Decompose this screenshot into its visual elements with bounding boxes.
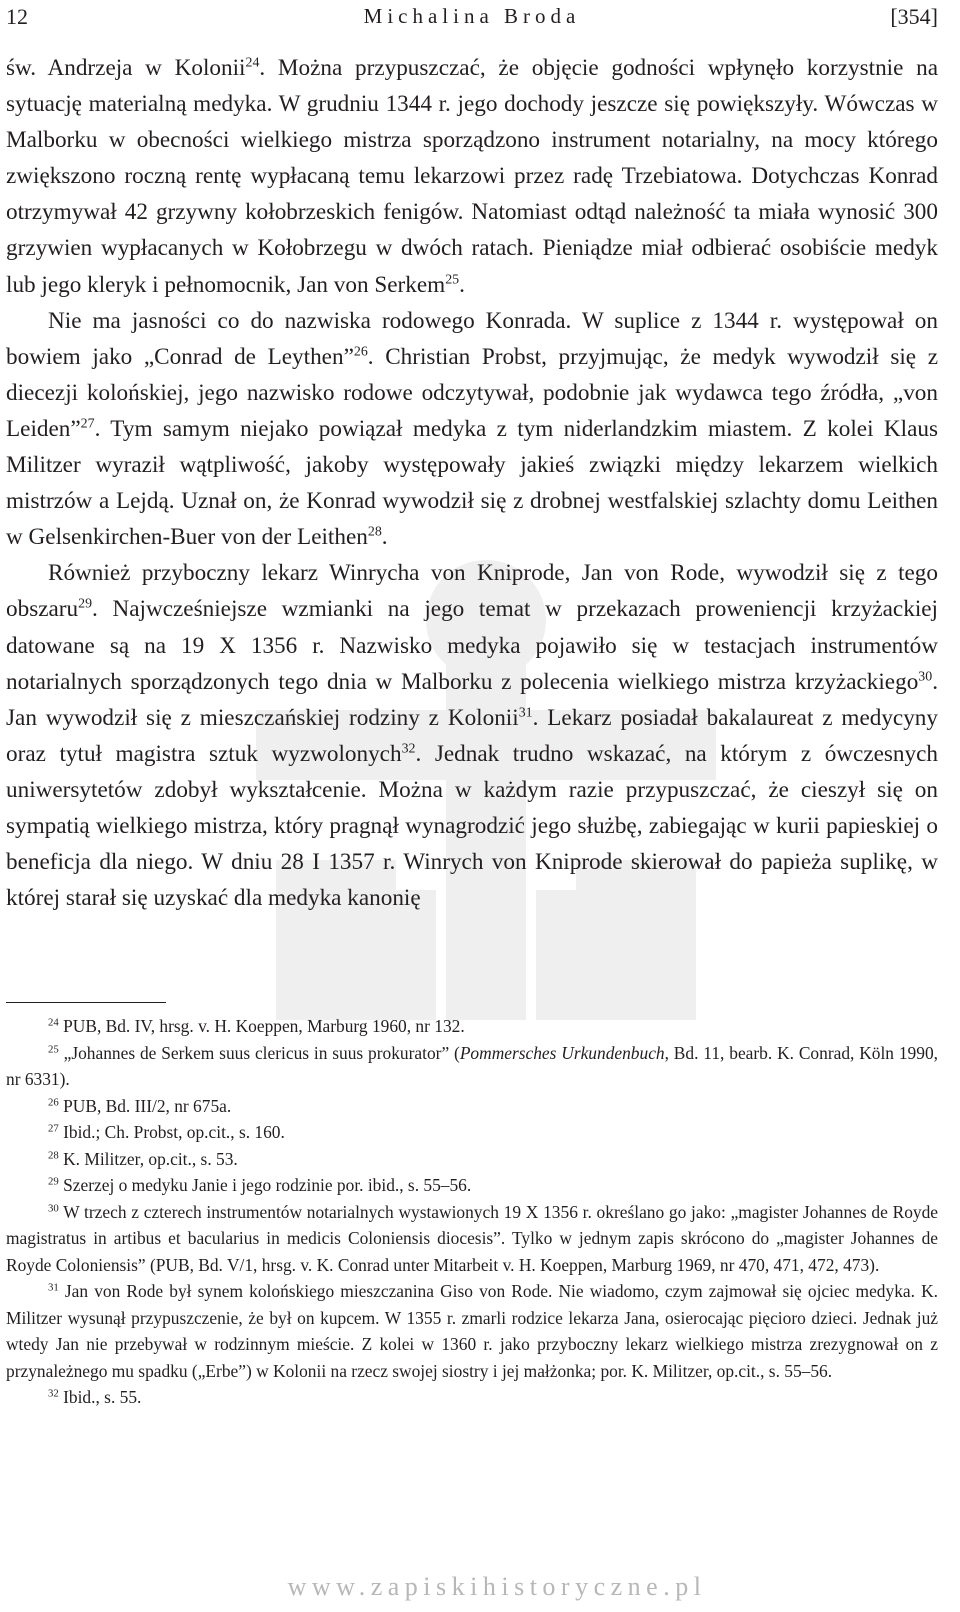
page-header	[6, 4, 938, 34]
footnote-ref-28: 28	[367, 524, 382, 540]
footnote-29: $^{29}$ Szerzej o medyku Janie i jego rodzinie por. ibid., s. 55–56.	[48, 1175, 472, 1195]
footnote-ref-26: 26	[353, 344, 368, 360]
footnote-32: $^{32}$ Ibid., s. 55.	[48, 1387, 142, 1407]
footnotes	[6, 1013, 938, 1411]
footnote-ref-29: 29	[78, 597, 93, 613]
paragraph-2: Nie ma jasności co do nazwiska rodowego Konrada. W suplice z 1344 r. występował on bowiem jako „Conrad de Leythen”$^{26}$. Christian Probst, przyjmując, że medyk wywodził się z diecezji kolońskiej, jego nazwisko rodowe odczytywał, podobnie jak wydawca tego źródła, „von Leiden”$^{27}$. Tym samym niejako powiązał medyka z tym niderlandzkim miastem. Z kolei Klaus Militzer wyraził wątpliwość, jakoby występowały jakieś związki między lekarzem wielkich mistrzów a Lejdą. Uznał on, że Konrad wywodził się z drobnej westfalskiej szlachty domu Leithen w Gelsenkirchen-Buer von der Leithen$^{28}$.	[6, 307, 938, 551]
footnote-ref-27: 27	[80, 416, 95, 432]
footnote-24: $^{24}$ PUB, Bd. IV, hrsg. v. H. Koeppen, Marburg 1960, nr 132.	[48, 1016, 465, 1036]
footnote-27: $^{27}$ Ibid.; Ch. Probst, op.cit., s. 160.	[48, 1122, 285, 1142]
footnote-28: $^{28}$ K. Militzer, op.cit., s. 53.	[48, 1148, 238, 1169]
footer-website: www.zapiskihistoryczne.pl	[287, 1572, 707, 1601]
footnote-31: $^{31}$ Jan von Rode był synem kolońskiego mieszczanina Giso von Rode. Nie wiadomo, czym zajmował się ojciec medyka. K. Militzer wysunął przypuszczenie, że był on kupcem. W 1355 r. zmarli rodzice lekarza Jana, osierocając pięcioro dzieci. Jednak już wtedy Jan nie przebywał w rodzinnym mieście. Z kolei w 1360 r. jako przyboczny lekarz wielkiego mistrza zrezygnował on z przynależnego mu spadku („Erbe”) w Kolonii na rzecz swojej siostry i jej małżonka; por. K. Militzer, op.cit., s. 55–56.	[6, 1281, 938, 1381]
footnote-ref-31: 31	[518, 705, 533, 721]
paragraph-3: Również przyboczny lekarz Winrycha von Kniprode, Jan von Rode, wywodził się z tego obszaru$^{29}$. Najwcześniejsze wzmianki na jego temat w przekazach proweniencji krzyżackiej datowane są na 19 X 1356 r. Nazwisko medyka pojawiło się w testacjach instrumentów notarialnych sporządzonych tego dnia w Malborku z polecenia wielkiego mistrza krzyżackiego$^{30}$. Jan wywodził się z mieszczańskiej rodziny z Kolonii$^{31}$. Lekarz posiadał bakalaureat z medycyny oraz tytuł magistra sztuk wyzwolonych$^{32}$. Jednak trudno wskazać, na którym z ówczesnych uniwersytetów zdobył wykształcenie. Można w każdym razie przypuszczać, że cieszył się on sympatią wielkiego mistrza, który pragnął wynagrodzić jego służbę, zabiegając w kurii papieskiej o beneficja dla niego. W dniu 28 I 1357 r. Winrych von Kniprode skierował do papieża suplikę, w której starał się uzyskać dla medyka kanonię	[6, 560, 939, 912]
main-text	[6, 50, 938, 916]
document-page	[6, 0, 938, 1612]
footnote-26: $^{26}$ PUB, Bd. III/2, nr 675a.	[48, 1095, 232, 1116]
footnote-divider	[6, 1002, 166, 1003]
footnote-ref-24: 24	[245, 55, 260, 71]
footnote-ref-25: 25	[445, 272, 460, 288]
footnote-30: $^{30}$ W trzech z czterech instrumentów notarialnych wystawionych 19 X 1356 r. określano go jako: „magister Johannes de Royde magistratus in artibus et bacularius in medicis Coloniensis diocesis”. Tylko w jednym zapis skrócono do „magister Johannes de Royde Coloniensis” (PUB, Bd. V/1, hrsg. v. K. Conrad unter Mitarbeit v. H. Koeppen, Marburg 1969, nr 470, 471, 472, 473).	[6, 1201, 938, 1275]
running-head-author: Michalina Broda	[363, 4, 581, 28]
paragraph-1: św. Andrzeja w Kolonii$^{24}$. Można przypuszczać, że objęcie godności wpłynęło korzystnie na sytuację materialną medyka. W grudniu 1344 r. jego dochody jeszcze się powiększyły. Wówczas w Malborku w obecności wielkiego mistrza sporządzono instrument notarialny, na mocy którego zwiększono roczną rentę wypłacaną temu lekarzowi przez radę Trzebiatowa. Dotychczas Konrad otrzymywał 42 grzywny kołobrzeskich fenigów. Natomiast odtąd należność ta miała wynosić 300 grzywien wypłacanych w Kołobrzegu w dwóch ratach. Pieniądze miał odbierać osobiście medyk lub jego kleryk i pełnomocnik, Jan von Serkem$^{25}$.	[6, 55, 938, 298]
footnote-ref-30: 30	[918, 669, 933, 685]
page-number: 12	[6, 4, 28, 29]
footnote-25: $^{25}$ „Johannes de Serkem suus clericus in suus prokurator” (Pommersches Urkundenbuch, Bd. 11, bearb. K. Conrad, Köln 1990, nr 6331).	[6, 1042, 938, 1089]
original-page-number: [354]	[890, 4, 938, 29]
footnote-ref-32: 32	[401, 741, 416, 757]
